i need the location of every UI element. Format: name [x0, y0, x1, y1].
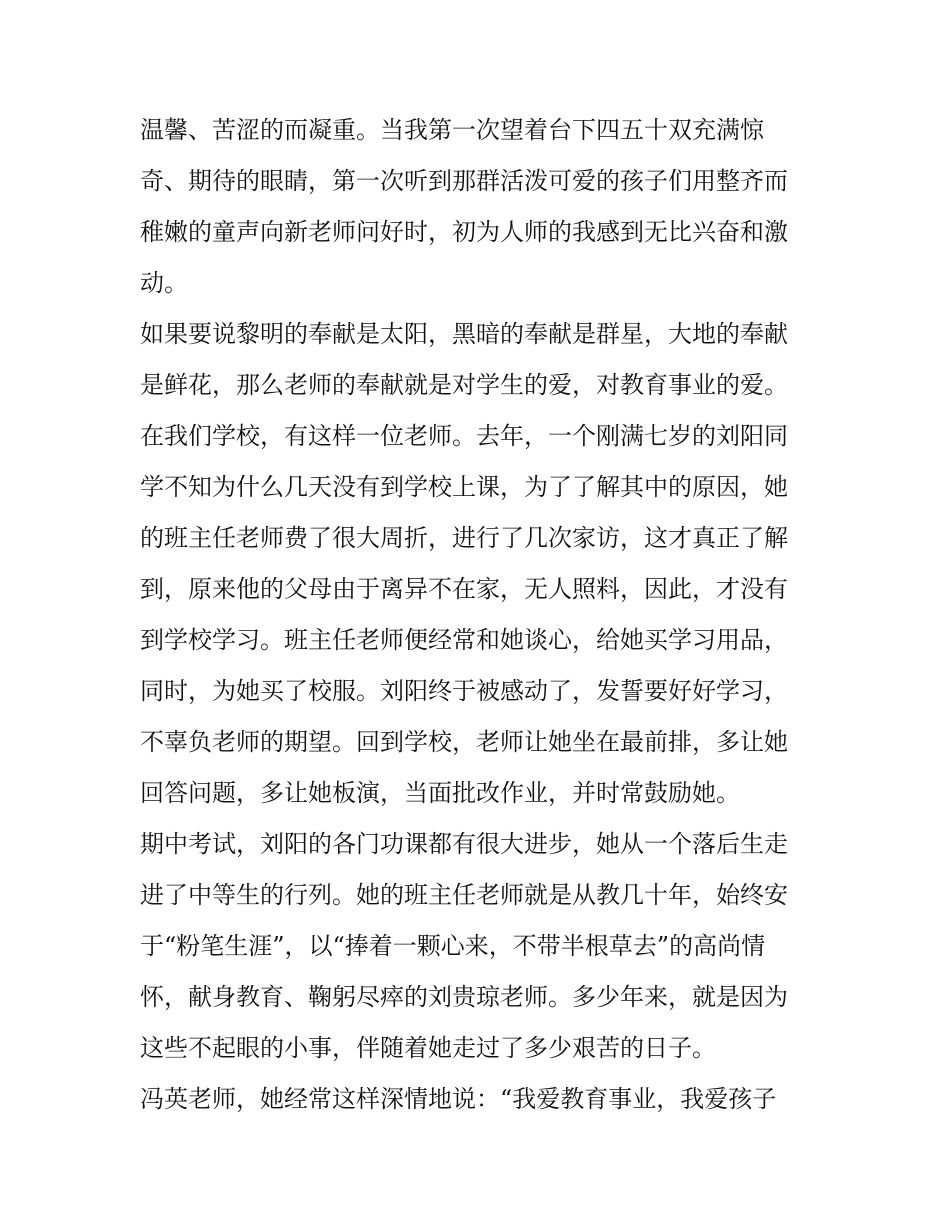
text-line: 到，原来他的父母由于离异不在家，无人照料，因此，才没有 [140, 575, 788, 603]
text-line: 奇、期待的眼睛，第一次听到那群活泼可爱的孩子们用整齐而 [140, 167, 788, 195]
body-text [140, 105, 820, 1125]
text-line: 在我们学校，有这样一位老师。去年，一个刚满七岁的刘阳同 [140, 422, 788, 450]
text-line: 动。 [140, 269, 188, 297]
text-line: 这些不起眼的小事，伴随着她走过了多少艰苦的日子。 [140, 1034, 716, 1062]
text-line: 如果要说黎明的奉献是太阳，黑暗的奉献是群星，大地的奉献 [140, 320, 788, 348]
text-line: 期中考试，刘阳的各门功课都有很大进步，她从一个落后生走 [140, 830, 788, 858]
text-line: 不辜负老师的期望。回到学校，老师让她坐在最前排，多让她 [140, 728, 788, 756]
text-line: 进了中等生的行列。她的班主任老师就是从教几十年，始终安 [140, 881, 788, 909]
text-line: 学不知为什么几天没有到学校上课，为了了解其中的原因，她 [140, 473, 788, 501]
text-line: 温馨、苦涩的而凝重。当我第一次望着台下四五十双充满惊 [140, 116, 764, 144]
text-line: 怀，献身教育、鞠躬尽瘁的刘贵琼老师。多少年来，就是因为 [140, 983, 788, 1011]
text-line: 稚嫩的童声向新老师问好时，初为人师的我感到无比兴奋和激 [140, 218, 788, 246]
text-line: 的班主任老师费了很大周折，进行了几次家访，这才真正了解 [140, 524, 788, 552]
text-line: 回答问题，多让她板演，当面批改作业，并时常鼓励她。 [140, 779, 740, 807]
text-line: 同时，为她买了校服。刘阳终于被感动了，发誓要好好学习， [140, 677, 788, 705]
text-line: 冯英老师，她经常这样深情地说：“我爱教育事业，我爱孩子 [140, 1085, 777, 1113]
text-line: 到学校学习。班主任老师便经常和她谈心，给她买学习用品， [140, 626, 788, 654]
text-line: 是鲜花，那么老师的奉献就是对学生的爱，对教育事业的爱。 [140, 371, 788, 399]
text-line: 于“粉笔生涯”，以“捧着一颗心来，不带半根草去”的高尚情 [140, 932, 766, 960]
